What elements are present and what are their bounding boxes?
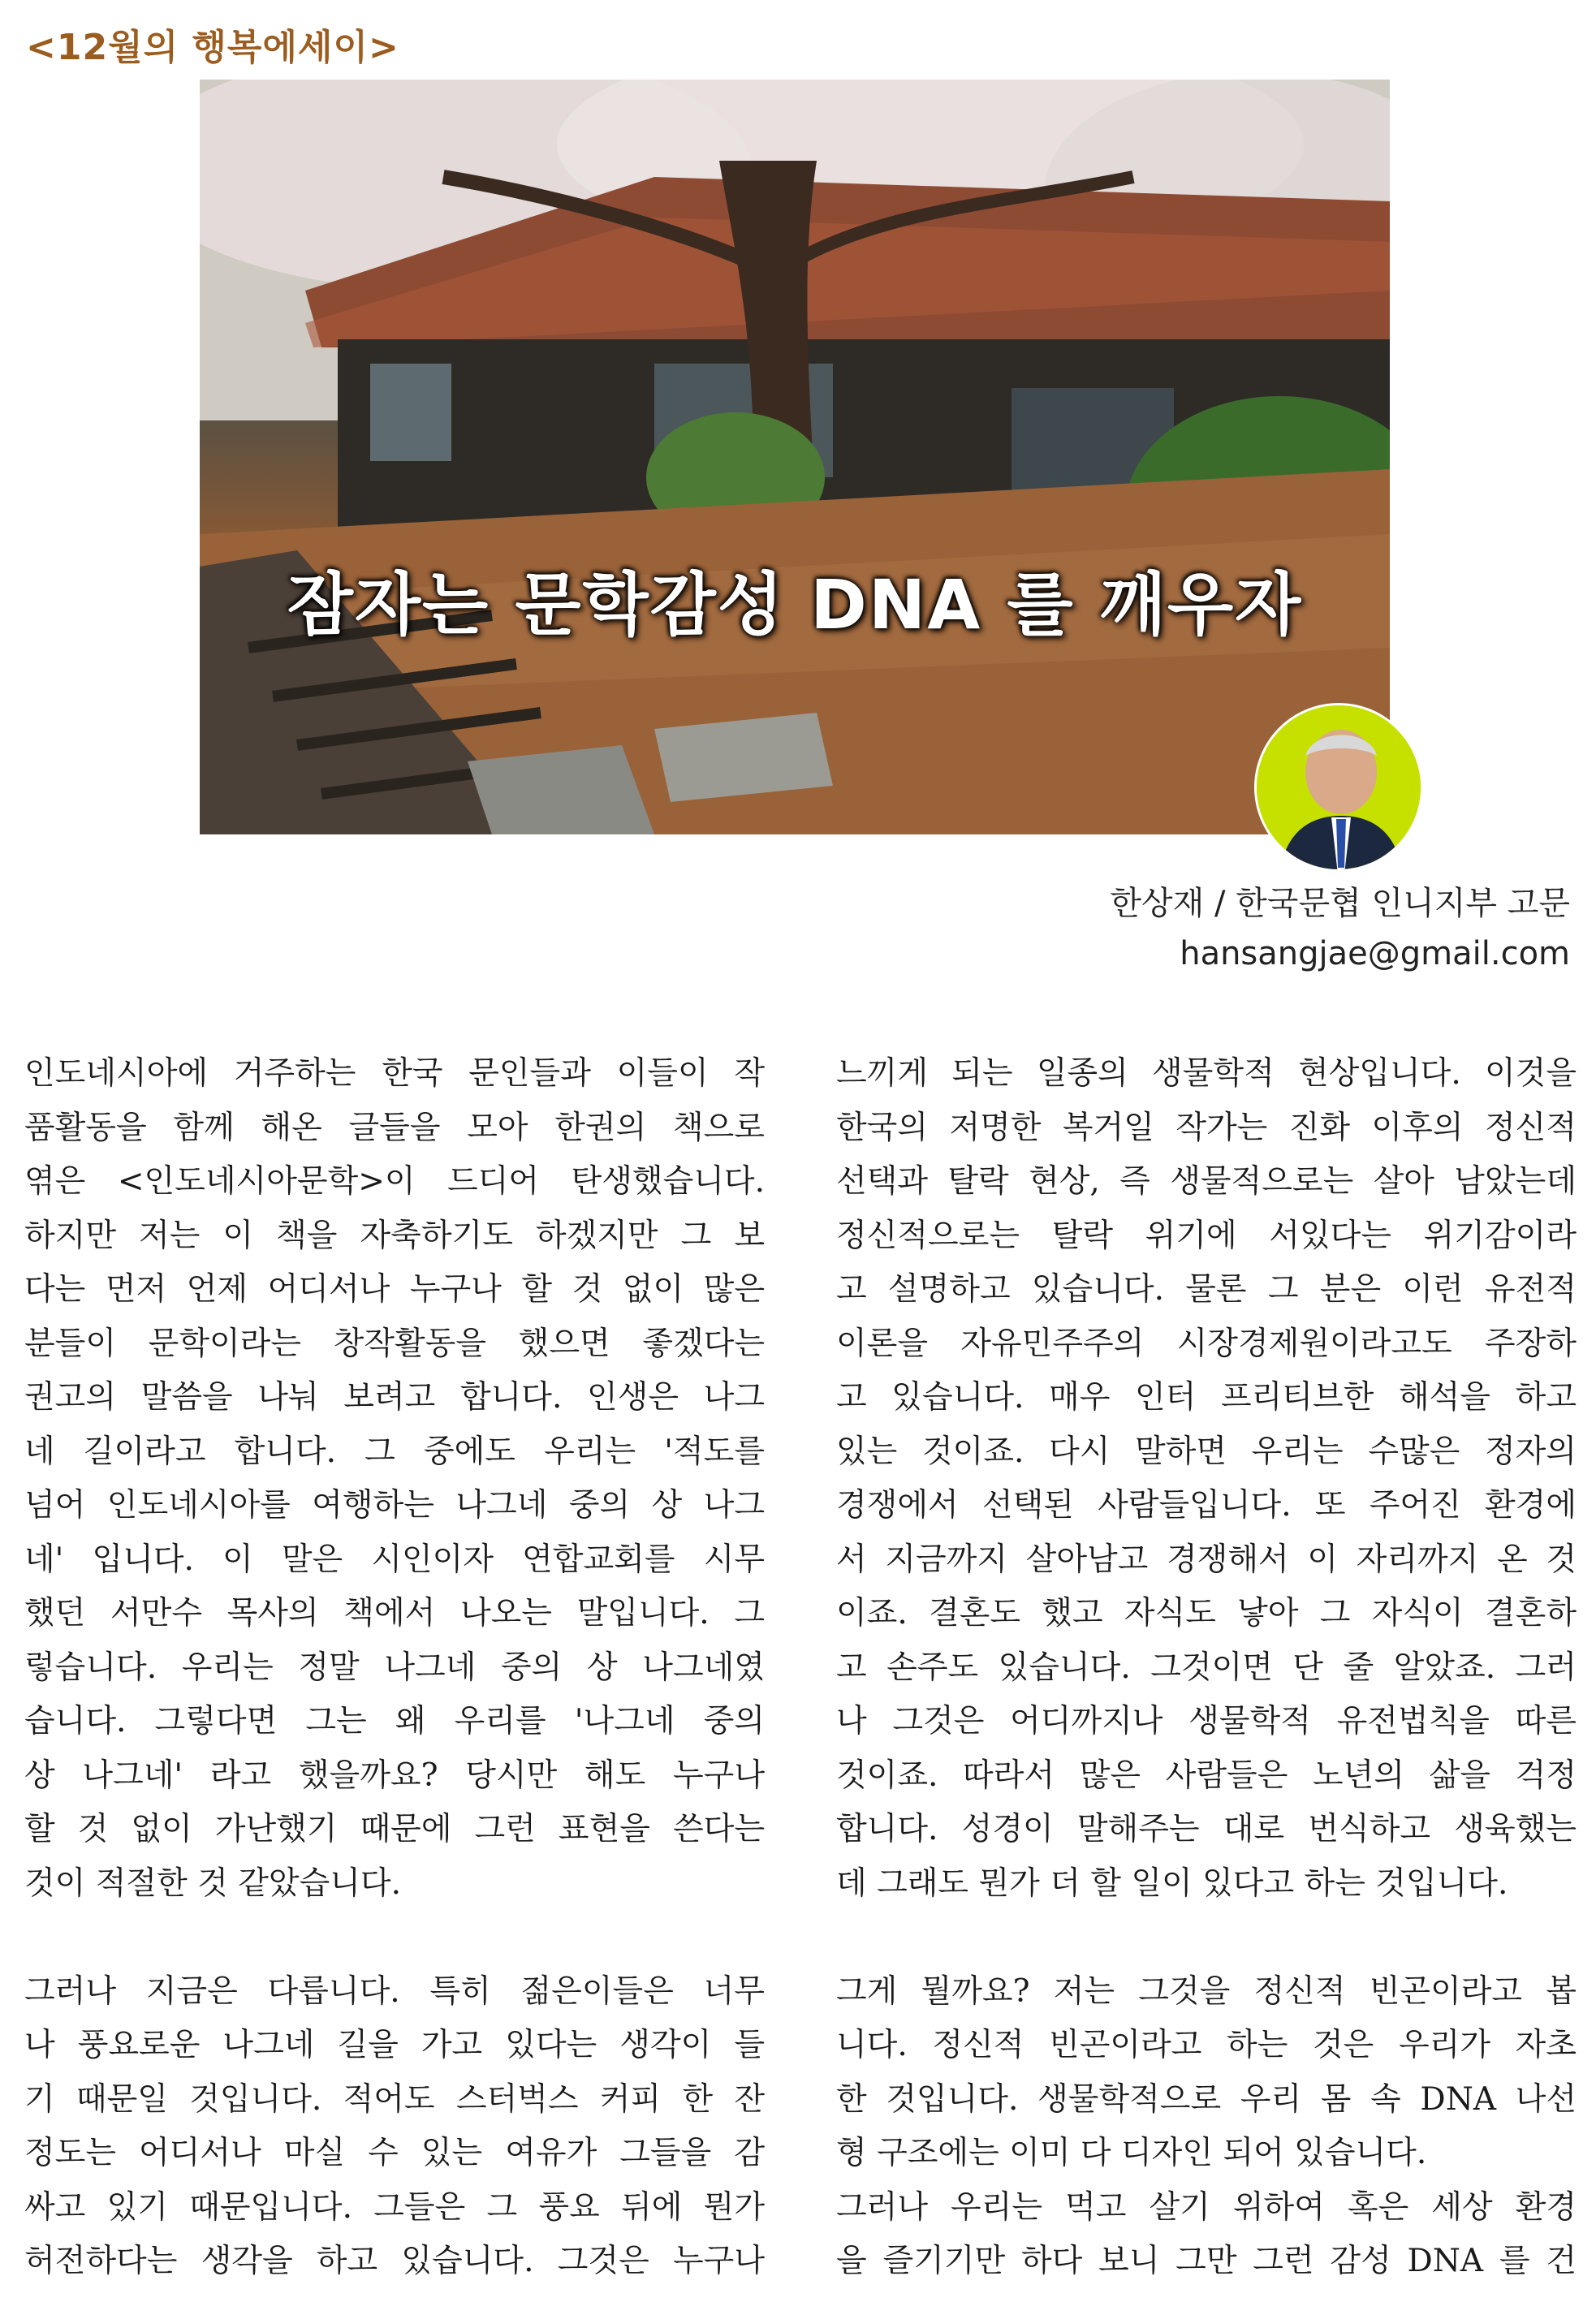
article-column-left <box>24 1047 765 2289</box>
body-line: 권고의 말씀을 나눠 보려고 합니다. 인생은 나그 <box>24 1379 765 1416</box>
body-line: 엮은 <인도네시아문학>이 드디어 탄생했습니다. <box>24 1163 765 1200</box>
body-line: 정신적으로는 탈락 위기에 서있다는 위기감이라 <box>836 1217 1577 1254</box>
body-line: 을 즐기기만 하다 보니 그만 그런 감성 DNA 를 건 <box>836 2243 1577 2279</box>
body-line: 한 것입니다. 생물학적으로 우리 몸 속 DNA 나선 <box>836 2080 1577 2118</box>
body-line: 고 설명하고 있습니다. 물론 그 분은 이런 유전적 <box>836 1271 1577 1308</box>
body-line: 느끼게 되는 일종의 생물학적 현상입니다. 이것을 <box>836 1055 1577 1092</box>
hero-photo <box>200 80 1390 834</box>
body-line: 분들이 문학이라는 창작활동을 했으면 좋겠다는 <box>24 1325 765 1362</box>
body-line: 정도는 어디서나 마실 수 있는 여유가 그들을 감 <box>24 2135 765 2171</box>
cherry-blossom-house-photo <box>200 80 1390 834</box>
body-line: 할 것 없이 가난했기 때문에 그런 표현을 쓴다는 <box>24 1811 765 1847</box>
body-line: 그러나 우리는 먹고 살기 위하여 혹은 세상 환경 <box>836 2188 1577 2226</box>
body-line: 합니다. 성경이 말해주는 대로 번식하고 생육했는 <box>836 1811 1577 1847</box>
body-line: 하지만 저는 이 책을 자축하기도 하겠지만 그 보 <box>24 1217 765 1254</box>
body-line: 넘어 인도네시아를 여행하는 나그네 중의 상 나그 <box>24 1487 765 1524</box>
body-line: 상 나그네' 라고 했을까요? 당시만 해도 누구나 <box>24 1757 765 1794</box>
body-line: 네 길이라고 합니다. 그 중에도 우리는 '적도를 <box>24 1433 765 1470</box>
body-line: 고 있습니다. 매우 인터 프리티브한 해석을 하고 <box>836 1379 1577 1416</box>
body-line: 것이죠. 따라서 많은 사람들은 노년의 삶을 걱정 <box>836 1757 1577 1794</box>
body-line: 이죠. 결혼도 했고 자식도 낳아 그 자식이 결혼하 <box>836 1595 1577 1632</box>
body-line: 선택과 탈락 현상, 즉 생물적으로는 살아 남았는데 <box>836 1163 1577 1200</box>
body-line: 렇습니다. 우리는 정말 나그네 중의 상 나그네였 <box>24 1649 765 1686</box>
body-line: 했던 서만수 목사의 책에서 나오는 말입니다. 그 <box>24 1595 765 1632</box>
body-line: 경쟁에서 선택된 사람들입니다. 또 주어진 환경에 <box>836 1487 1577 1524</box>
body-line: 허전하다는 생각을 하고 있습니다. 그것은 누구나 <box>24 2243 765 2279</box>
body-line: 싸고 있기 때문입니다. 그들은 그 풍요 뒤에 뭔가 <box>24 2188 765 2226</box>
hero-title: 잠자는 문학감성 DNA 를 깨우자 <box>287 565 1303 644</box>
body-line: 그게 뭘까요? 저는 그것을 정신적 빈곤이라고 봅 <box>836 1972 1577 2010</box>
body-line: 한국의 저명한 복거일 작가는 진화 이후의 정신적 <box>836 1109 1577 1146</box>
body-line: 있는 것이죠. 다시 말하면 우리는 수많은 정자의 <box>836 1433 1577 1470</box>
series-title: <12월의 행복에세이> <box>26 27 399 68</box>
author-avatar <box>1254 703 1423 872</box>
byline <box>1110 878 1570 979</box>
body-line: 품활동을 함께 해온 글들을 모아 한권의 책으로 <box>24 1109 765 1146</box>
body-line: 데 그래도 뭔가 더 할 일이 있다고 하는 것입니다. <box>836 1864 1508 1902</box>
body-line: 나 풍요로운 나그네 길을 가고 있다는 생각이 들 <box>24 2027 765 2063</box>
body-line: 습니다. 그렇다면 그는 왜 우리를 '나그네 중의 <box>24 1703 765 1739</box>
body-line: 인도네시아에 거주하는 한국 문인들과 이들이 작 <box>24 1055 765 1092</box>
body-line: 니다. 정신적 빈곤이라고 하는 것은 우리가 자초 <box>836 2027 1577 2063</box>
author-email[interactable]: hansangjae@gmail.com <box>1180 935 1570 972</box>
body-line: 다는 먼저 언제 어디서나 누구나 할 것 없이 많은 <box>24 1271 765 1308</box>
body-line: 그러나 지금은 다릅니다. 특히 젊은이들은 너무 <box>24 1972 765 2010</box>
body-line: 기 때문일 것입니다. 적어도 스터벅스 커피 한 잔 <box>24 2080 765 2118</box>
body-line: 서 지금까지 살아남고 경쟁해서 이 자리까지 온 것 <box>836 1541 1577 1578</box>
body-line: 형 구조에는 이미 다 디자인 되어 있습니다. <box>836 2135 1427 2171</box>
body-line: 나 그것은 어디까지나 생물학적 유전법칙을 따른 <box>836 1703 1577 1739</box>
body-line: 것이 적절한 것 같았습니다. <box>24 1864 402 1902</box>
author-name: 한상재 / 한국문협 인니지부 고문 <box>1110 885 1570 922</box>
body-line: 이론을 자유민주주의 시장경제원이라고도 주장하 <box>836 1325 1577 1362</box>
author-portrait <box>1257 705 1423 872</box>
article-column-right <box>836 1047 1577 2289</box>
body-line: 고 손주도 있습니다. 그것이면 단 줄 알았죠. 그러 <box>836 1649 1577 1686</box>
body-line: 네' 입니다. 이 말은 시인이자 연합교회를 시무 <box>24 1541 765 1578</box>
